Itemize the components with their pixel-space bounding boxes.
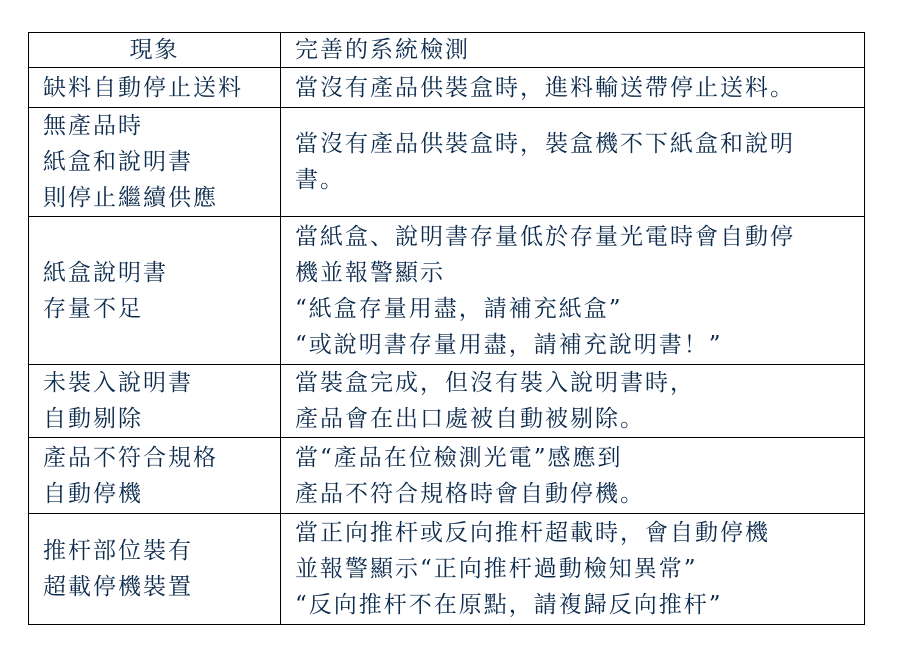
table-row [29, 438, 865, 514]
detection-line: “紙盒存量用盡，請補充紙盒” [295, 295, 623, 322]
detection-line: 產品不符合規格時會自動停機。 [295, 480, 645, 507]
detection-line: 當紙盒、說明書存量低於存量光電時會自動停 [295, 223, 795, 250]
detection-line: 產品會在出口處被自動被剔除。 [295, 406, 645, 432]
detection-line: 當“產品在位檢測光電”感應到 [295, 444, 623, 471]
detection-cell [281, 365, 865, 438]
phenomenon-line: 推杆部位裝有 [43, 538, 193, 564]
detection-line: 機並報警顯示 [295, 259, 445, 286]
table-row [29, 108, 865, 217]
detection-line: “反向推杆不在原點，請複歸反向推杆” [295, 592, 723, 618]
phenomenon-cell [29, 365, 281, 438]
phenomenon-cell [29, 68, 281, 108]
system-detection-table [28, 32, 865, 625]
phenomenon-cell [29, 514, 281, 625]
phenomenon-line: 未裝入說明書 [43, 370, 193, 396]
phenomenon-line: 則停止繼續供應 [43, 185, 218, 211]
table-row [29, 68, 865, 108]
detection-line: “或說明書存量用盡，請補充說明書！” [295, 331, 723, 358]
table-row [29, 514, 865, 625]
header-detection: 完善的系統檢測 [281, 33, 865, 68]
detection-line: 當沒有產品供裝盒時，進料輸送帶停止送料。 [295, 74, 795, 101]
detection-line: 當正向推杆或反向推杆超載時，會自動停機 [295, 520, 770, 546]
detection-line: 並報警顯示“正向推杆過動檢知異常” [295, 556, 698, 582]
phenomenon-line: 超載停機裝置 [43, 574, 193, 600]
phenomenon-cell [29, 217, 281, 365]
detection-cell [281, 438, 865, 514]
phenomenon-cell [29, 438, 281, 514]
phenomenon-line: 自動剔除 [43, 406, 143, 432]
phenomenon-line: 紙盒和說明書 [43, 149, 193, 175]
detection-cell [281, 217, 865, 365]
detection-cell [281, 108, 865, 217]
phenomenon-line: 缺料自動停止送料 [43, 74, 243, 101]
detection-cell [281, 68, 865, 108]
phenomenon-line: 產品不符合規格 [43, 444, 218, 471]
phenomenon-cell [29, 108, 281, 217]
phenomenon-line: 紙盒說明書 [43, 259, 168, 286]
phenomenon-line: 存量不足 [43, 295, 143, 322]
detection-line: 書。 [295, 167, 345, 193]
table-row [29, 365, 865, 438]
header-row [29, 33, 865, 68]
header-phenomenon: 現象 [29, 33, 281, 68]
detection-line: 當裝盒完成，但沒有裝入說明書時， [295, 370, 695, 396]
phenomenon-line: 無產品時 [43, 113, 143, 139]
phenomenon-line: 自動停機 [43, 480, 143, 507]
detection-cell [281, 514, 865, 625]
detection-line: 當沒有產品供裝盒時，裝盒機不下紙盒和說明 [295, 131, 795, 157]
table-row [29, 217, 865, 365]
